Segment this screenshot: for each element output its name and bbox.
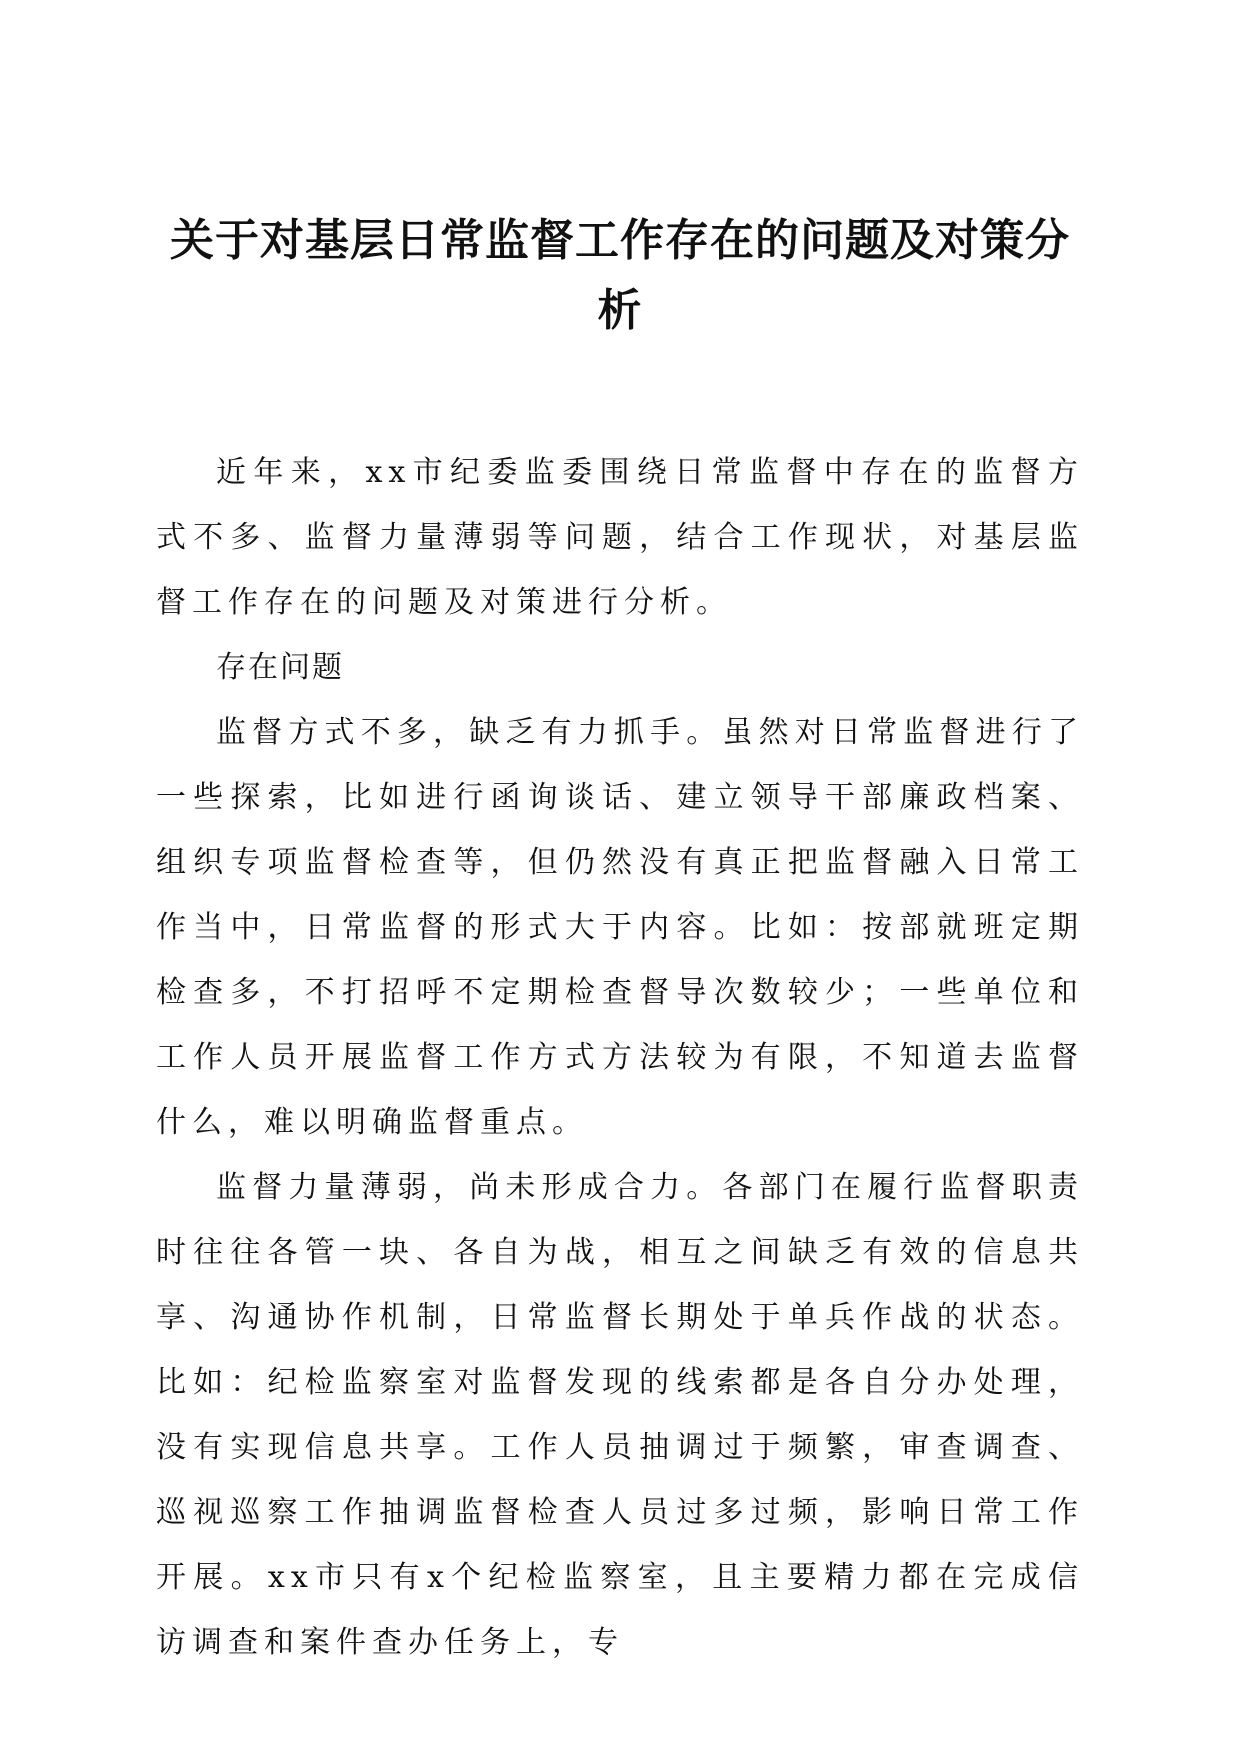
section-heading: 存在问题: [216, 650, 344, 685]
body-paragraph: 监督力量薄弱，尚未形成合力。各部门在履行监督职责时往往各管一块、各自为战，相互之间缺乏有效的信息共享、沟通协作机制，日常监督长期处于单兵作战的状态。比如：纪检监察室对监督发现的线索都是各自分办处理，没有实现信息共享。工作人员抽调过于频繁，审查调查、巡视巡察工作抽调监督检查人员过多过频，影响日常工作开展。xx市只有x个纪检监察室，且主要精力都在完成信访调查和案件查办任务上，专: [156, 1170, 1084, 1660]
intro-paragraph: 近年来，xx市纪委监委围绕日常监督中存在的监督方式不多、监督力量薄弱等问题，结合工作现状，对基层监督工作存在的问题及对策进行分析。: [156, 455, 1084, 620]
document-title: 关于对基层日常监督工作存在的问题及对策分析: [170, 215, 1070, 336]
document-body: [156, 440, 1084, 1675]
body-paragraph: 监督方式不多，缺乏有力抓手。虽然对日常监督进行了一些探索，比如进行函询谈话、建立领导干部廉政档案、组织专项监督检查等，但仍然没有真正把监督融入日常工作当中，日常监督的形式大于内容。比如：按部就班定期检查多，不打招呼不定期检查督导次数较少；一些单位和工作人员开展监督工作方式方法较为有限，不知道去监督什么，难以明确监督重点。: [156, 715, 1084, 1140]
